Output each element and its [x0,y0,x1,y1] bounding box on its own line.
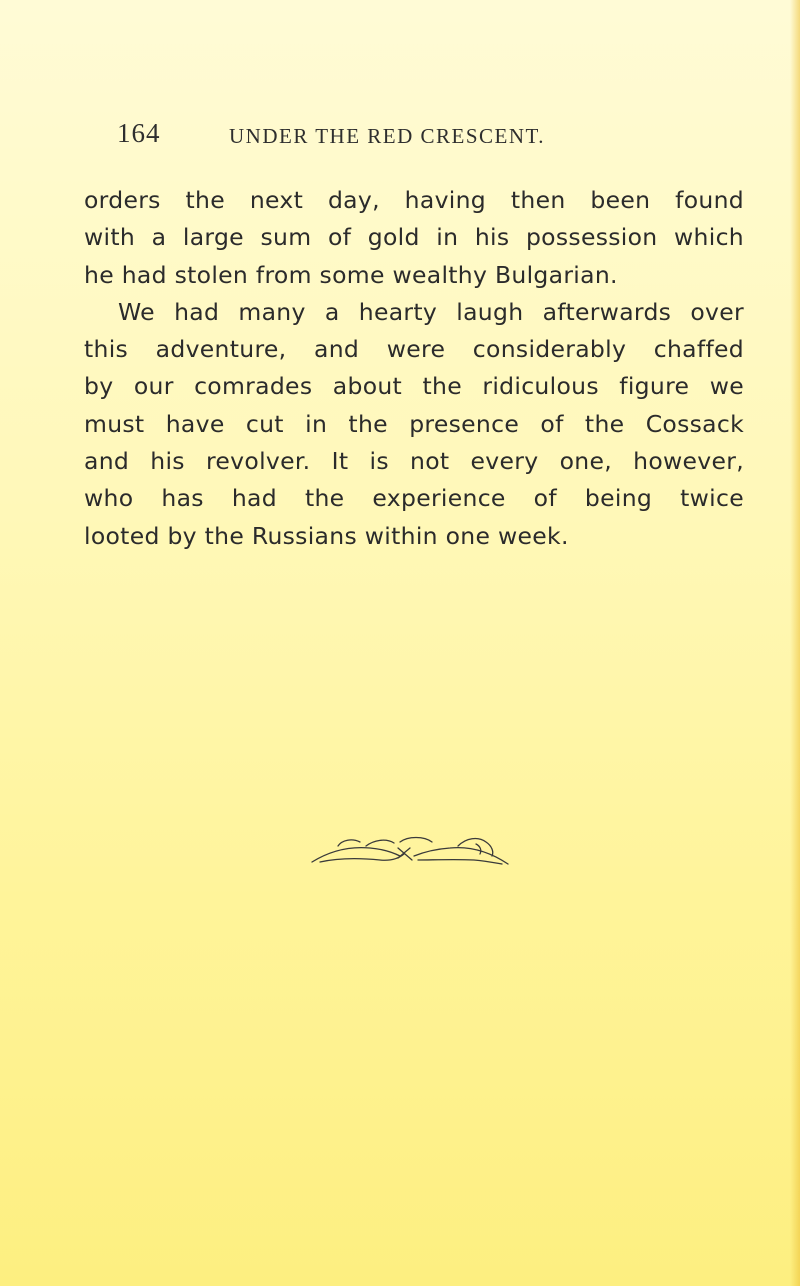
running-title: UNDER THE RED CRESCENT. [229,124,546,148]
end-ornament-icon [308,832,518,866]
body-text [84,182,744,555]
page-number: 164 [117,118,161,148]
text-line: this adventure, and were considerably chaffed [84,335,744,364]
text-line: with a large sum of gold in his possession which [84,223,744,252]
text-line: must have cut in the presence of the Cossack [84,409,744,438]
text-line: who has had the experience of being twice [84,484,744,513]
text-line: and his revolver. It is not every one, however, [84,447,744,476]
text-line: looted by the Russians within one week. [84,521,569,550]
paragraph-start-line: We had many a hearty laugh afterwards over [118,297,744,326]
text-line: orders the next day, having then been found [84,186,744,214]
text-line: by our comrades about the ridiculous figure we [84,372,744,401]
text-line: he had stolen from some wealthy Bulgarian. [84,260,618,289]
page-edge-shadow [790,0,800,1286]
running-head [117,118,717,158]
